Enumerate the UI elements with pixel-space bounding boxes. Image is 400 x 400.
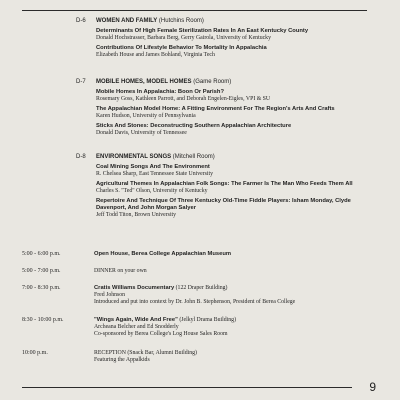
event-time: 5:00 - 7:00 p.m.	[22, 268, 61, 274]
talk-title: Sticks And Stones: Deconstructing Southern Appalachian Architecture	[96, 123, 292, 129]
top-rule	[22, 10, 367, 11]
bottom-rule	[22, 387, 352, 388]
talk-authors: Rosemary Goss, Kathleen Parrott, and Deborah Engelen-Eigles, VPI & SU	[96, 96, 271, 102]
event-line: Featuring the Appalkids	[94, 357, 150, 363]
talk-title: Determinants Of High Female Sterilization Rates In An East Kentucky County	[96, 28, 309, 34]
session-room: (Hutchins Room)	[158, 18, 204, 24]
session-code: D-7	[76, 79, 86, 85]
talk	[96, 28, 378, 42]
event-room: (Jelkyl Drama Building)	[179, 317, 236, 323]
talk-authors: Elizabeth House and James Bohland, Virginia Tech	[96, 52, 215, 58]
talk-title: Contributions Of Lifestyle Behavior To Mortality In Appalachia	[96, 45, 267, 51]
session-d7	[78, 79, 378, 137]
talk-title: Repertoire And Technique Of Three Kentucky Old-Time Fiddle Players: Isham Monday, Clyde Davenport, And John Morgan Salyer	[96, 198, 351, 211]
event-time: 10:00 p.m.	[22, 350, 48, 356]
event-line: Co-sponsored by Berea College's Log House Sales Room	[94, 331, 228, 337]
session-code: D-8	[76, 154, 86, 160]
event-title: Cratis Williams Documentary	[94, 285, 175, 291]
event-title: DINNER on your own	[94, 268, 147, 274]
talk-title: Coal Mining Songs And The Environment	[96, 164, 210, 170]
talk	[96, 89, 378, 103]
talk-authors: Karen Hudson, University of Pennsylvania	[96, 113, 196, 119]
session-name: WOMEN AND FAMILY	[96, 18, 158, 24]
event-time: 5:00 - 6:00 p.m.	[22, 251, 61, 257]
event-room: (Snack Bar, Alumni Building)	[127, 350, 197, 356]
session-title	[96, 18, 378, 25]
talk-authors: R. Chelsea Sharp, East Tennessee State University	[96, 171, 214, 177]
event-line: Fred Johnson	[94, 292, 126, 298]
talk	[96, 123, 378, 137]
session-name: MOBILE HOMES, MODEL HOMES	[96, 79, 192, 85]
session-name: ENVIRONMENTAL SONGS	[96, 154, 172, 160]
talk	[96, 181, 378, 195]
talk	[96, 164, 378, 178]
talk-title: The Appalachian Model Home: A Fitting Environment For The Region's Arts And Crafts	[96, 106, 335, 112]
event-line: Introduced and put into context by Dr. John B. Stephenson, President of Berea College	[94, 299, 296, 305]
talk-authors: Charles S. "Ted" Olson, University of Kentucky	[96, 188, 208, 194]
event-title: RECEPTION	[94, 350, 126, 356]
session-d8	[78, 154, 378, 219]
session-d6	[78, 18, 378, 59]
event-title: Open House, Berea College Appalachian Museum	[94, 251, 232, 257]
talk-authors: Jeff Todd Titon, Brown University	[96, 212, 177, 218]
event-room: (122 Draper Building)	[175, 285, 228, 291]
talk-title: Agricultural Themes In Appalachian Folk Songs: The Farmer Is The Man Who Feeds Them All	[96, 181, 353, 187]
talk-title: Mobile Homes In Appalachia: Boon Or Parish?	[96, 89, 224, 95]
session-room: (Game Room)	[193, 79, 232, 85]
session-room: (Mitchell Room)	[172, 154, 215, 160]
event-title: "Wings Again, Wide And Free"	[94, 317, 178, 323]
event-time: 7:00 - 8:30 p.m.	[22, 285, 61, 291]
talk	[96, 106, 378, 120]
talk	[96, 198, 378, 219]
session-title	[96, 154, 378, 161]
event-line: Archeana Belcher and Ed Snodderly	[94, 324, 179, 330]
session-code: D-6	[76, 18, 86, 24]
session-title	[96, 79, 378, 86]
talk-authors: Donald Davis, University of Tennessee	[96, 130, 187, 136]
page-number: 9	[369, 380, 376, 394]
event-time: 8:30 - 10:00 p.m.	[22, 317, 64, 323]
talk	[96, 45, 378, 59]
talk-authors: Donald Hochstrasser, Barbara Berg, Gerry Gairola, University of Kentucky	[96, 35, 271, 41]
